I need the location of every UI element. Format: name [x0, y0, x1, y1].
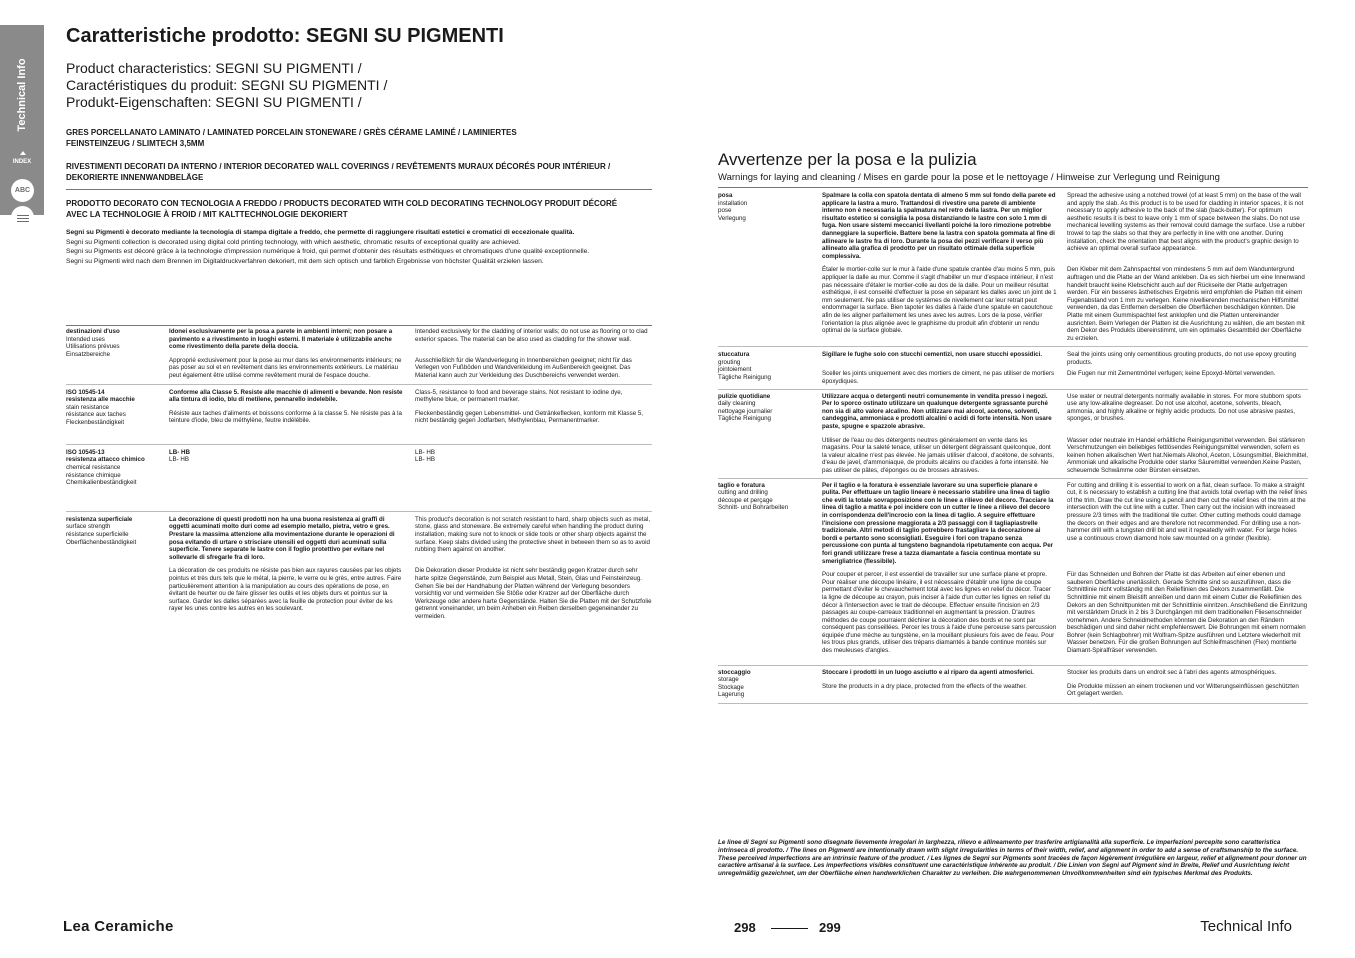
cell-fr: Sceller les joints uniquement avec des mortiers de ciment, ne pas utiliser de mortiers époxydiques. — [822, 370, 1055, 386]
left-page-subtitle — [66, 60, 387, 111]
right-page-subtitle: Warnings for laying and cleaning / Mises en garde pour la pose et le nettoyage / Hinweise zur Verlegung und Reinigung — [718, 172, 1220, 183]
cell-it: Utilizzare acqua o detergenti neutri comunemente in vendita presso i negozi. Per lo sporco ostinato utilizzare un qualunque detergente sgrassante purché non sia di alto valore alcalino. Non utilizzare mai alcool, acetone, solventi, candeggina, ammoniaca e prodotti alcalini o acidi di forte intensità. Non usare paste, spugne e spazzole abrasive. — [822, 392, 1052, 431]
section-heading-technology: PRODOTTO DECORATO CON TECNOLOGIA A FREDDO / PRODUCTS DECORATED WITH COLD DECORATING TECHNOLOGY PRODUIT DÉCORÉ AVEC LA TECHNOLOGIE À FROID / MIT KALTTECHNOLOGIE DEKORIERT — [66, 199, 618, 219]
row-label: resistenza superficiale surface strength résistance superficielle Oberflächenbeständigkeit — [66, 515, 137, 546]
table-row — [718, 393, 1308, 431]
row-label: destinazioni d'uso Intended uses Utilisations prévues Einsatzbereiche — [66, 328, 120, 358]
index-arrow-icon — [20, 151, 26, 155]
cell-en: Class-5, resistance to food and beverage stains. Not resistant to iodine dye, methylene blue, or permanent marker. — [415, 388, 623, 404]
subtitle-de: Produkt-Eigenschaften: SEGNI SU PIGMENTI / — [66, 94, 362, 110]
table-top-rule — [66, 325, 652, 326]
row-label: stuccatura grouting jointoiement Tägliche Reinigung — [718, 351, 771, 382]
cell-fr: Résiste aux taches d'aliments et boissons conforme à la classe 5. Ne résiste pas à la teinture d'iode, bleu de méthylène, feutre indélébile. — [169, 409, 402, 425]
intro-it: Segni su Pigmenti è decorato mediante la tecnologia di stampa digitale a freddo, che permette di raggiungere risultati estetici e cromatici di eccezionale qualità. — [66, 229, 575, 236]
side-tab — [0, 25, 44, 215]
side-tab-label: Technical Info — [16, 58, 28, 132]
table-row — [718, 669, 1308, 677]
cell-en: For cutting and drilling it is essential to work on a flat, clean surface. To make a straight cut, it is necessary to establish a cutting line that avoids total overlap with the relief lines of the trim. Draw the cut line using a pencil and then cut the relief lines of the trim at the intersection with the cut line with a cutter. Then carry out the incision with increased pressure 2/3 times with the traditional tile cutter. Other cutting methods could damage the decors on their edges and are therefore not recommended. For drilling use a non-hammer drill with a tungsten drill bit and wet it repeatedly with water. For large holes use a continuous crown diamond hole saw mounted on a grinder (flexible). — [1067, 481, 1308, 542]
cell-it: Per il taglio e la foratura è essenziale lavorare su una superficie planare e pulita. Per effettuare un taglio lineare è necessario stabilire una linea di taglio che eviti la totale sovrapposizione con le linee a rilievo del decoro. Tracciare la linea di taglio a matita e poi incidere con un cutter le linee a rilievo del decoro in corrispondenza dell'incrocio con la linea di taglio. A seguire effettuare l'incisione con pressione maggiorata a 2/3 passaggi con il tagliapiastrelle tradizionale. Altri metodi di taglio potrebbero frastagliare la decorazione ai bordi e pertanto sono sconsigliati. Eseguire i fori con trapano senza percussione con punta al tungsteno bagnandola ripetutamente con acqua. Per fori grandi utilizzare frese a tazza diamantate a fascia continua montate su smerigliatrice (flessibile). — [822, 481, 1054, 565]
cell-it: Sigillare le fughe solo con stucchi cementizi, non usare stucchi epossidici. — [822, 351, 1043, 359]
table-row — [718, 482, 1308, 566]
cell-fr: La décoration de ces produits ne résiste pas bien aux rayures causées par les objets pointus et très durs tels que le métal, la pierre, le verre ou le grès, entre autres. Faire particulièrement attention à la manipulation au cours des opérations de pose, en évitant de heurter ou de faire glisser les outils et les objets durs et pointus sur la surface. Garder les dalles séparées avec la feuille de protection pour éviter de les rayer les unes contre les autres en les soulevant. — [169, 567, 402, 613]
section-heading-wall-coverings: RIVESTIMENTI DECORATI DA INTERNO / INTERIOR DECORATED WALL COVERINGS / REVÊTEMENTS MURAUX DÉCORÉS POUR INTÉRIEUR / DEKORIERTE INNENWANDBELÄGE — [66, 162, 611, 182]
cell-it: Idonei esclusivamente per la posa a parete in ambienti interni; non posare a pavimento e a rivestimento in luoghi esterni. Il materiale è utilizzabile anche come rivestimento della parete della doccia. — [169, 328, 393, 351]
product-characteristics-table — [66, 328, 652, 620]
row-label: ISO 10545-13 resistenza attacco chimico chemical resistance résistance chimique Chemikalienbeständigkeit — [66, 448, 145, 487]
cell-de: Ausschließlich für die Wandverlegung in Innenbereichen geeignet; nicht für das Verlegen von Fußböden und Wandverkleidung im Außenbereich geeignet. Das Material kann auch zur Verkleidung des Duschbereichs verwendet werden. — [415, 356, 632, 379]
cell-fr: Approprié exclusivement pour la pose au mur dans les environnements intérieurs; ne pas poser au sol et en revêtement dans les environnements extérieurs. Le matériau peut également être utilisé comme revêtement mural de l'espace douche. — [169, 356, 402, 379]
subtitle-en: Product characteristics: SEGNI SU PIGMENTI / — [66, 60, 362, 76]
row-label: pulizie quotidiane daily cleaning nettoyage journalier Tägliche Reinigung — [718, 392, 773, 423]
cell-en: LB- HB LB- HB — [415, 448, 435, 464]
table-row — [718, 192, 1308, 260]
cell-en: Store the products in a dry place, protected from the effects of the weather. — [822, 682, 1027, 690]
table-row — [718, 351, 1308, 366]
row-label: taglio e foratura cutting and drilling découpe et perçage Schnitt- und Bohrarbeiten — [718, 481, 789, 512]
cell-en: Seal the joints using only cementitious grouting products, do not use epoxy grouting products. — [1067, 351, 1297, 366]
cell-de: Die Produkte müssen an einem trockenen und vor Witterungseinflüssen geschützten Ort gelagert werden. — [1067, 682, 1299, 698]
cell-it: Spalmare la colla con spatola dentata di almeno 5 mm sul fondo della parete ed applicare la lastra a muro. Trattandosi di rivestire una parete di ambiente interno non è necessaria la spalmatura nel retro della lastra. Per un miglior risultato estetico si consiglia la posa distanziando le lastre con solo 1 mm di fuga. Non usare sistemi meccanici livellanti poiché la loro rimozione potrebbe danneggiare la superficie. Battere bene la lastra con spatola gommata al fine di allineare le lastre fra di loro. Durante la posa dei pezzi verificare il verso più allineato alla grafica di prodotto per un risultato ottimale della superficie complessiva. — [822, 192, 1056, 260]
cell-de: Die Fugen nur mit Zementmörtel verfugen; keine Epoxyd-Mörtel verwenden. — [1067, 370, 1276, 378]
table-row — [66, 328, 652, 351]
cell-fr: Étaler le mortier-colle sur le mur à l'aide d'une spatule crantée d'au moins 5 mm, puis appliquer la dalle au mur. Comme il s'agit d'habiller un mur d'espace intérieur, il n'est pas nécessaire d'étaler le mortier-colle au dos de la dalle. Pour un meilleur résultat esthétique, il est conseillé d'effectuer la pose en séparant les dalles avec un joint de 1 mm seulement. Ne pas utiliser de systèmes de nivellement car leur retrait peut endommager la surface. Bien tapoter les dalles à l'aide d'une spatule en caoutchouc afin de les aligner parfaitement les unes avec les autres. Lors de la pose, vérifier l'orientation la plus alignée avec le graphisme du produit afin d'obtenir un rendu optimal de la surface globale. — [822, 266, 1057, 335]
cell-en: Use water or neutral detergents normally available in stores. For more stubborn spots use any low-alkaline degreaser. Do not use alcohol, acetone, solvents, bleach, ammonia, and highly alkaline or highly acidic products. Do not use abrasive pastes, sponges, or brushes. — [1067, 392, 1301, 423]
index-label[interactable]: INDEX — [12, 159, 32, 165]
cell-fr: Stocker les produits dans un endroit sec à l'abri des agents atmosphériques. — [1067, 668, 1277, 676]
brand-name: Lea Ceramiche — [63, 918, 174, 935]
abc-button[interactable]: ABC — [11, 179, 34, 202]
intro-fr: Segni su Pigments est décoré grâce à la technologie d'impression numérique à froid, qui permet d'obtenir des résultats esthétiques et chromatiques d'une qualité exceptionnelle. — [66, 248, 590, 255]
page-number-separator — [771, 928, 808, 929]
left-page-title: Caratteristiche prodotto: SEGNI SU PIGMENTI — [66, 25, 504, 47]
list-icon — [17, 213, 29, 224]
cell-it: LB- HB LB- HB — [169, 448, 190, 464]
cell-de: Den Kleber mit dem Zahnspachtel von mindestens 5 mm auf dem Wanduntergrund auftragen und die Platte an der Wand ankleben. Da es sich hierbei um eine Innenwand handelt braucht keine Klebschicht auch auf der Rückseite der Platte aufgetragen werden. Für ein besseres ästhetisches Ergebnis wird empfohlen die Platten mit einem Fugenabstand von 1 mm zu verlegen. Keine nivellierenden mechanischen Hilfsmittel verwenden, da das Entfernen derselben die Oberflächen beschädigen könnten. Die Platte mit einem Gummispachtel fest anklopfen und die Platten untereinander ausrichten. Beim Verlegen der Platten ist die Ausrichtung zu wählen, die am besten mit dem Dekor des Produkts übereinstimmt, um ein optimales Gesamtbild der Oberfläche zu erzielen. — [1067, 266, 1305, 342]
right-page-title: Avvertenze per la posa e la pulizia — [718, 150, 977, 169]
intro-de: Segni su Pigmenti wird nach dem Brennen im Digitaldruckverfahren dekoriert, mit dem sich optisch und farblich Ergebnisse von höchster Qualität erzielen lassen. — [66, 257, 544, 265]
intro-text — [66, 228, 656, 266]
cell-it: La decorazione di questi prodotti non ha una buona resistenza ai graffi di oggetti acuminati molto duri come ad esempio metallo, pietra, vetro e gres. Prestare la massima attenzione alla movimentazione durante le operazioni di posa evitando di urtare o strisciare utensili ed oggetti duri acuminati sulla superficie. Tenere separate le lastre con il foglio protettivo per evitare nel sollevarle di sfregarle fra di loro. — [169, 515, 395, 561]
cell-en: Spread the adhesive using a notched trowel (of at least 5 mm) on the base of the wall and apply the slab. As this product is to be used for cladding in interior spaces, it is not necessary to apply adhesive to the back of the slab (back-butter). For optimum aesthetic results it is best to leave only 1 mm of space between the slabs. Do not use mechanical levelling systems as their removal could damage the surface. Use a rubber trowel to tap the slabs so that they are perfectly in line with one another. During installation, check the orientation that best aligns with the product's graphic design to achieve an optimal overall surface appearance. — [1067, 192, 1305, 253]
irregularity-note: Le linee di Segni su Pigmenti sono disegnate lievemente irregolari in larghezza, rilievo e allineamento per trasferire artigianalità alla superficie. Le imperfezioni percepite sono caratteristica intrinseca di prodotto. / The lines on Pigmenti are intentionally drawn with slight irregularities in terms of their width, relief, and alignment in order to add a sense of craftsmanship to the surface. These perceived imperfections are an intrinsic feature of the product. / Les lignes de Segni sur Pigments sont tracées de façon légèrement irrégulière en largeur, relief et alignement pour donner un caractère artisanal à la surface. Les imperfections visibles constituent une caractéristique inhérente au produit. / Die Linien von Segni auf Pigment sind in Breite, Relief und Ausrichtung leicht unregelmäßig gezeichnet, um der Oberfläche einen handwerklichen Charakter zu verleihen. Die wahrgenommenen Unvollkommenheiten sind ein typisches Merkmal des Produkts. — [718, 839, 1307, 878]
subtitle-fr: Caractéristiques du produit: SEGNI SU PIGMENTI / — [66, 77, 388, 93]
list-menu-button[interactable] — [11, 206, 34, 229]
table-row — [66, 449, 652, 507]
divider — [718, 187, 1308, 188]
row-label: ISO 10545-14 resistenza alle macchie stain resistance résistance aux taches Fleckenbeständigkeit — [66, 388, 135, 426]
table-row — [66, 389, 652, 404]
cell-de: Die Dekoration dieser Produkte ist nicht sehr beständig gegen Kratzer durch sehr harte spitze Gegenstände, zum Beispiel aus Metall, Stein, Glas und Feinsteinzeug. Gehen Sie bei der Handhabung der Platten während der Verlegung besonders vorsichtig vor und vermeiden Sie Stöße oder Kratzer auf der Oberfläche durch Werkzeuge oder andere harte Gegenstände. Halten Sie die Platten mit der Schutzfolie getrennt voneinander, um beim Anheben ein Reiben derselben gegeneinander zu vermeiden. — [415, 567, 652, 620]
table-row — [66, 516, 652, 562]
cell-it: Conforme alla Classe 5. Resiste alle macchie di alimenti e bevande. Non resiste alla tintura di iodio, blu di metilene, pennarello indelebile. — [169, 388, 403, 404]
divider — [66, 189, 652, 190]
cell-en: This product's decoration is not scratch resistant to hard, sharp objects such as metal, stone, glass and stoneware. Be extremely careful when handling the product during installation, making sure not to knock or slide tools or other sharp objects against the surface. Keep slabs divided using the protective sheet in between them so as to avoid rubbing them against on another. — [415, 515, 651, 554]
page-number-left: 298 — [734, 920, 756, 935]
row-label: posa installation pose Verlegung — [718, 192, 748, 222]
cell-de: Wasser oder neutrale im Handel erhältliche Reinigungsmittel verwenden. Bei stärkeren Verschmutzungen ein beliebiges fettlösendes Reinigungsmittel verwenden, sofern es keinen hohen alkalischen Wert hat.Niemals Alkohol, Aceton, Lösungsmittel, Bleichmittel, Ammoniak und alkalische Produkte oder starke Säuremittel verwenden.Keine Pasten, scheuernde Schwämme oder Bürsten einsetzen. — [1067, 436, 1308, 474]
intro-en: Segni su Pigmenti collection is decorated using digital cold printing technology, with which aesthetic, chromatic results of exceptional quality are achieved. — [66, 238, 521, 246]
cell-fr: Utiliser de l'eau ou des détergents neutres généralement en vente dans les magasins. Pour la saleté tenace, utiliser un détergent dégraissant quelconque, dont la valeur alcaline n'est pas élevée. Ne jamais utiliser d'alcool, d'acétone, de solvants, d'eau de javel, d'ammoniaque, de produits alcalins ou d'acides à forte intensité. Ne pas utiliser de pâtes, d'éponges ou de brosses abrasives. — [822, 436, 1054, 474]
cell-en: Intended exclusively for the cladding of interior walls; do not use as flooring or to clad exterior spaces. The material can be also used as cladding for the shower wall. — [415, 328, 648, 343]
cell-fr: Pour couper et percer, il est essentiel de travailler sur une surface plane et propre. Pour réaliser une découpe linéaire, il est nécessaire d'établir une ligne de coupe permettant d'éviter le chevauchement total avec les lignes en relief du décor. Tracer la ligne de découpe au crayon, puis inciser à l'aide d'un cutter les lignes en relief du décor à l'intersection avec le trait de découpe. Effectuer ensuite l'incision en 2/3 passages au coupe-carreaux traditionnel en augmentant la pression. D'autres méthodes de coupe pourraient déchirer la décoration des bords et ne sont par conséquent pas conseillées. Percer les trous à l'aide d'une perceuse sans percussion équipée d'une mèche au tungstène, en la mouillant plusieurs fois avec de l'eau. Pour les trous plus grands, utiliser des trépans diamantés à bande continue montés sur des meuleuses d'angles. — [822, 571, 1057, 655]
row-label: stoccaggio storage Stockage Lagerung — [718, 668, 751, 699]
cell-de: Für das Schneiden und Bohren der Platte ist das Arbeiten auf einer ebenen und sauberen Oberfläche unerlässlich. Gerade Schnitte sind so auszuführen, dass die Schnittlinie nicht vollständig mit den Relieflinien des Dekors zusammenfällt. Die Schnittlinie mit einem Bleistift anreißen und dann mit einem Cutter die Relieflinien des Dekors an den Schnittpunkten mit der Schnittlinie einritzen. Anschließend die Einritzung mit verstärktem Druck in 2 bis 3 Durchgängen mit dem traditionellen Fliesenschneider vornehmen. Andere Schneidmethoden könnten die Dekoration an den Rändern beschädigen und sind daher nicht empfehlenswert. Die Bohrungen mit einem normalen Bohrer (kein Schlagbohrer) mit Wolfram-Spitze ausführen und Letztere wiederholt mit Wasser benetzen. Für die großen Bohrungen auf Schleifmaschinen (Flex) montierte Diamant-Spiralfräser verwenden. — [1067, 571, 1308, 655]
cell-de: Fleckenbeständig gegen Lebensmittel- und Getränkeflecken, konform mit Klasse 5, nicht beständig gegen Jodfarben, Methylenblau, Permanentmarker. — [415, 409, 644, 425]
footer-section-title: Technical Info — [1200, 918, 1292, 935]
cell-it: Stoccare i prodotti in un luogo asciutto e al riparo da agenti atmosferici. — [822, 668, 1034, 676]
warnings-table — [718, 192, 1308, 708]
section-heading-material: GRES PORCELLANATO LAMINATO / LAMINATED PORCELAIN STONEWARE / GRÈS CÉRAME LAMINÉ / LAMINIERTES FEINSTEINZEUG / SLIMTECH 3,5MM — [66, 128, 517, 148]
page-number-right: 299 — [819, 920, 841, 935]
